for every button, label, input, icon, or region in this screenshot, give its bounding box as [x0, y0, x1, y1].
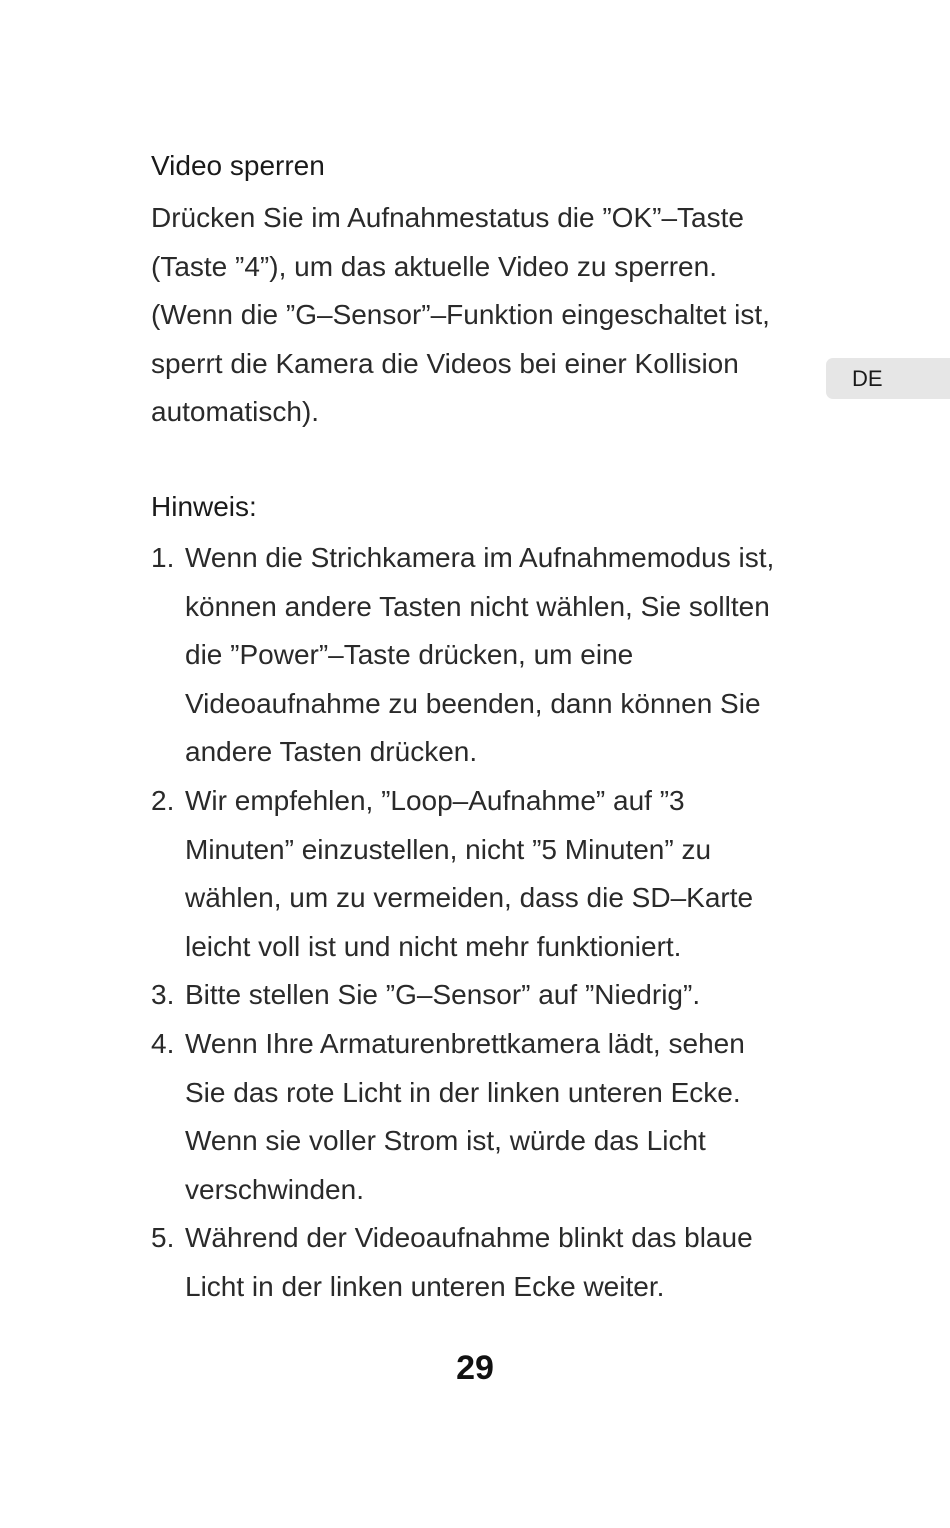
note-line: wählen, um zu vermeiden, dass die SD–Karte	[185, 882, 754, 914]
paragraph-line: sperrt die Kamera die Videos bei einer Kollision	[151, 347, 739, 379]
note-line: verschwinden.	[185, 1173, 364, 1205]
note-item-3	[151, 971, 831, 1020]
section-title: Video sperren	[151, 150, 325, 181]
note-line: Videoaufnahme zu beenden, dann können Sie	[185, 687, 761, 719]
note-line: Wenn die Strichkamera im Aufnahmemodus ist,	[185, 542, 775, 573]
language-tab: DE	[826, 358, 950, 399]
paragraph-line: Drücken Sie im Aufnahmestatus die ”OK”–Taste	[151, 202, 744, 233]
note-line: Sie das rote Licht in der linken unteren Ecke.	[185, 1076, 741, 1108]
note-line: können andere Tasten nicht wählen, Sie sollten	[185, 590, 770, 622]
note-line: andere Tasten drücken.	[185, 736, 478, 768]
page-number: 29	[456, 1349, 494, 1387]
note-title: Hinweis:	[151, 491, 257, 522]
note-item-2	[151, 777, 831, 971]
note-number: 4.	[151, 1027, 175, 1059]
note-line: leicht voll ist und nicht mehr funktioniert.	[185, 930, 682, 962]
note-line: Wir empfehlen, ”Loop–Aufnahme” auf ”3	[185, 784, 685, 816]
note-number: 2.	[151, 784, 175, 816]
note-item-1	[151, 534, 831, 777]
note-number: 1.	[151, 542, 175, 573]
note-line: Während der Videoaufnahme blinkt das blaue	[185, 1222, 753, 1254]
note-line: Wenn sie voller Strom ist, würde das Licht	[185, 1125, 706, 1157]
section-paragraph	[151, 194, 811, 437]
note-number: 5.	[151, 1222, 175, 1254]
paragraph-line: (Taste ”4”), um das aktuelle Video zu sperren.	[151, 250, 717, 282]
note-list	[151, 534, 831, 1312]
note-line: Wenn Ihre Armaturenbrettkamera lädt, sehen	[185, 1027, 745, 1059]
paragraph-line: automatisch).	[151, 396, 320, 428]
note-number: 3.	[151, 979, 175, 1011]
paragraph-line: (Wenn die ”G–Sensor”–Funktion eingeschaltet ist,	[151, 299, 770, 331]
note-line: die ”Power”–Taste drücken, um eine	[185, 639, 634, 671]
note-item-5	[151, 1214, 831, 1311]
note-line: Minuten” einzustellen, nicht ”5 Minuten” zu	[185, 833, 712, 865]
note-item-4	[151, 1020, 831, 1214]
note-line: Bitte stellen Sie ”G–Sensor” auf ”Niedrig”.	[185, 979, 701, 1011]
note-line: Licht in der linken unteren Ecke weiter.	[185, 1270, 665, 1302]
